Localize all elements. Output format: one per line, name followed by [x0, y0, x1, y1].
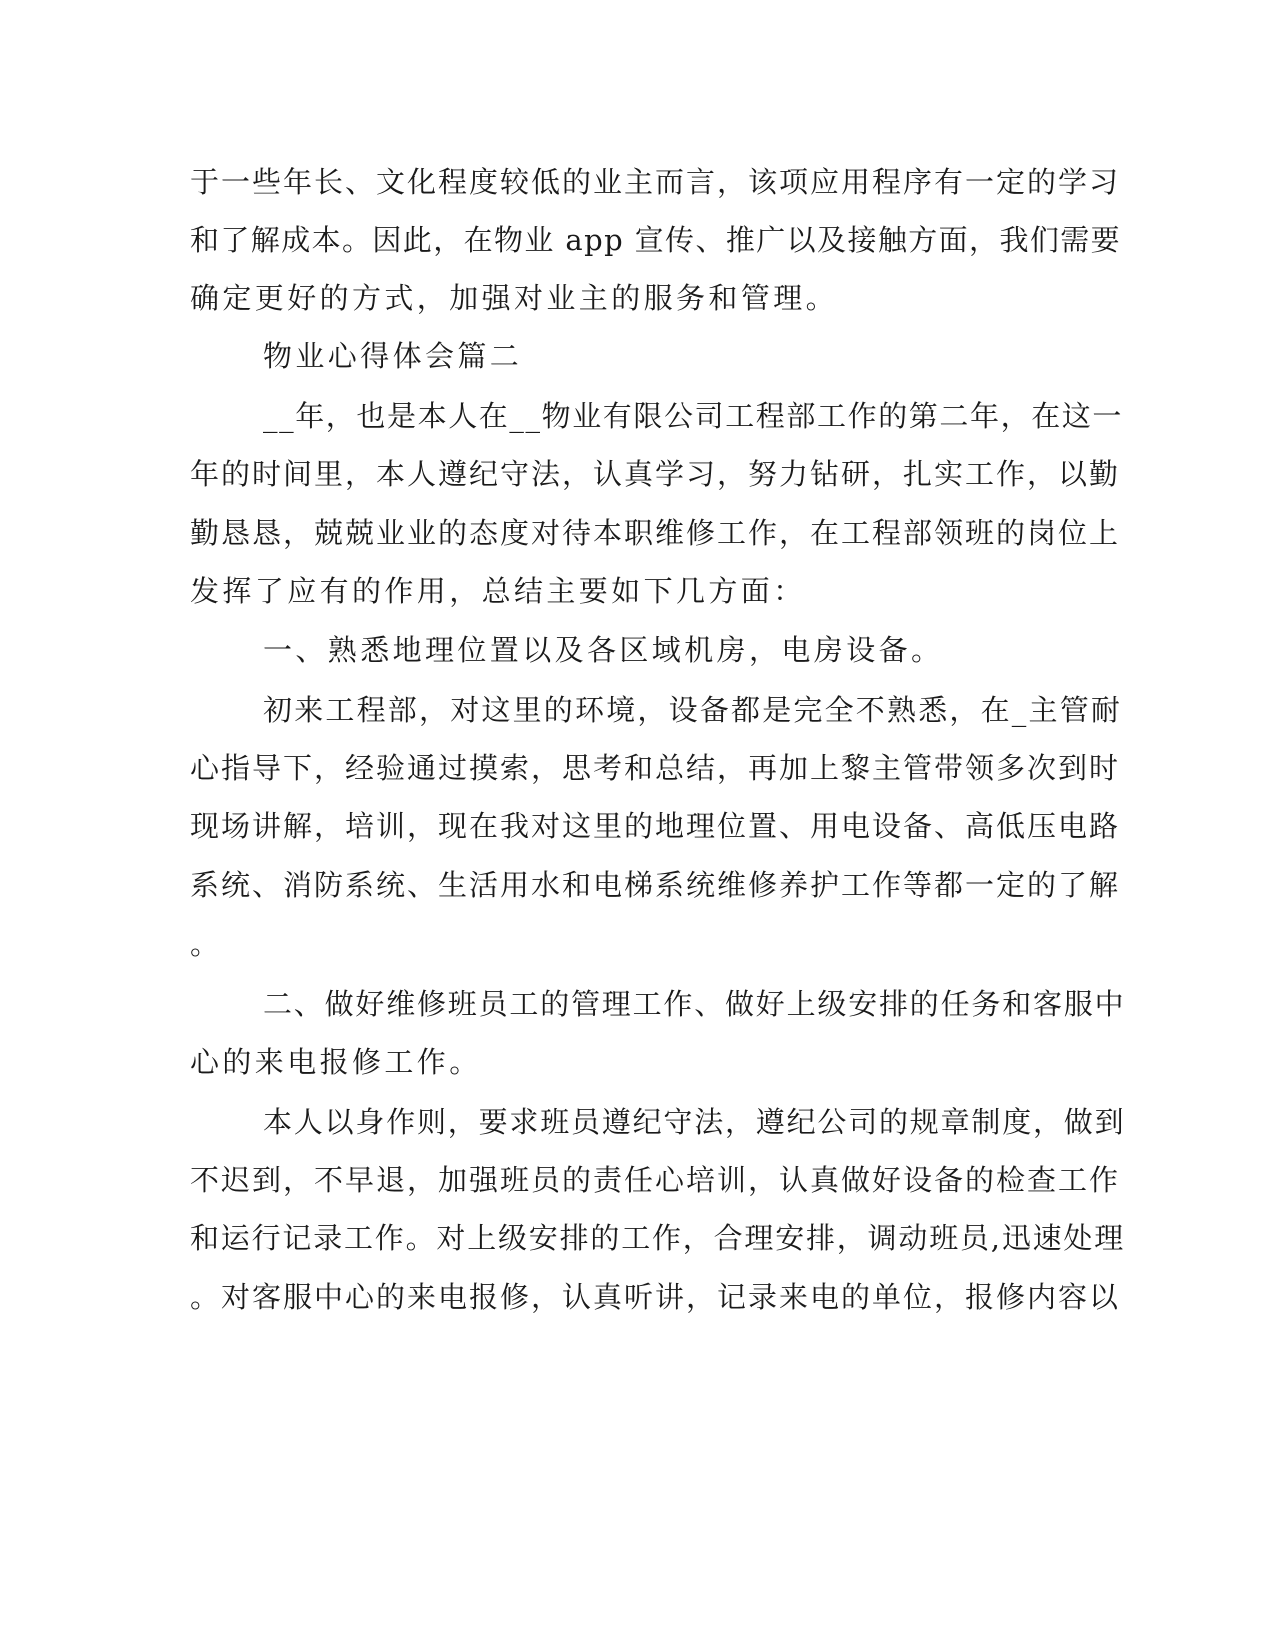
text-line: __年，也是本人在__物业有限公司工程部工作的第二年，在这一 — [263, 399, 1124, 433]
text-line: 和了解成本。因此，在物业 app 宣传、推广以及接触方面，我们需要 — [190, 223, 1122, 257]
text-line: 本人以身作则，要求班员遵纪守法，遵纪公司的规章制度，做到 — [263, 1105, 1126, 1139]
text-line: 二、做好维修班员工的管理工作、做好上级安排的任务和客服中 — [263, 987, 1126, 1021]
text-line: 年的时间里，本人遵纪守法，认真学习，努力钻研，扎实工作，以勤 — [190, 457, 1121, 491]
text-line: 系统、消防系统、生活用水和电梯系统维修养护工作等都一定的了解 — [190, 868, 1121, 902]
text-line: 现场讲解，培训，现在我对这里的地理位置、用电设备、高低压电路 — [190, 809, 1121, 843]
text-line: 。 — [190, 927, 223, 961]
text-line: 初来工程部，对这里的环境，设备都是完全不熟悉，在_主管耐 — [263, 693, 1123, 727]
text-line: 一、熟悉地理位置以及各区域机房，电房设备。 — [263, 633, 944, 667]
text-line: 。对客服中心的来电报修，认真听讲，记录来电的单位，报修内容以 — [190, 1280, 1121, 1314]
text-line: 发挥了应有的作用，总结主要如下几方面： — [190, 574, 806, 608]
text-line: 于一些年长、文化程度较低的业主而言，该项应用程序有一定的学习 — [190, 165, 1121, 199]
text-line: 确定更好的方式，加强对业主的服务和管理。 — [190, 281, 839, 315]
text-line: 不迟到，不早退，加强班员的责任心培训，认真做好设备的检查工作 — [190, 1163, 1121, 1197]
text-line: 心指导下，经验通过摸索，思考和总结，再加上黎主管带领多次到时 — [190, 751, 1121, 785]
text-line: 勤恳恳，兢兢业业的态度对待本职维修工作，在工程部领班的岗位上 — [190, 516, 1121, 550]
text-line: 心的来电报修工作。 — [190, 1045, 482, 1079]
text-line: 和运行记录工作。对上级安排的工作，合理安排，调动班员,迅速处理 — [190, 1221, 1126, 1255]
section-heading: 物业心得体会篇二 — [263, 339, 523, 373]
